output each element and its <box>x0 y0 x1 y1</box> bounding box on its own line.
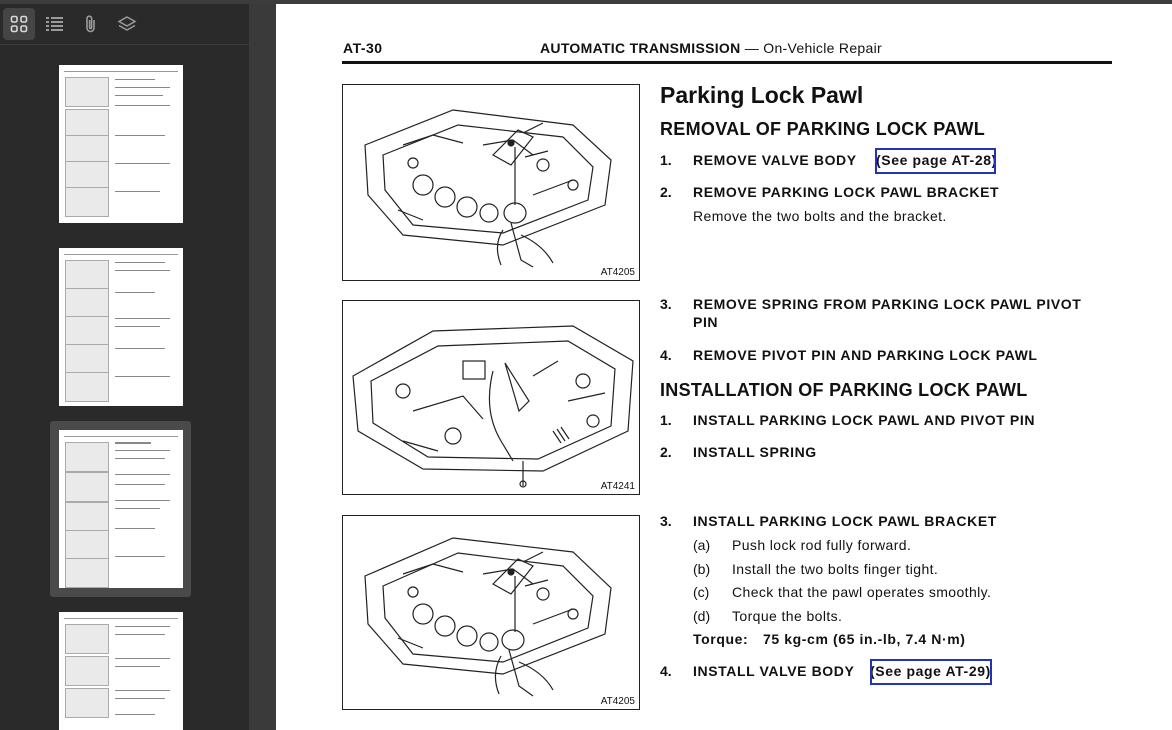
section-header <box>540 40 882 56</box>
attachments-icon <box>82 14 100 34</box>
removal-step-2-detail: Remove the two bolts and the bracket. <box>693 208 947 224</box>
header-title: AUTOMATIC TRANSMISSION <box>540 40 741 56</box>
thumbnail-page <box>59 430 183 588</box>
header-dash: — <box>744 40 760 56</box>
removal-step-4: REMOVE PIVOT PIN AND PARKING LOCK PAWL <box>693 347 1038 363</box>
see-page-at28-link[interactable]: (See page AT-28) <box>876 152 997 168</box>
thumbnail-page <box>59 612 183 730</box>
header-subtitle: On-Vehicle Repair <box>763 40 882 56</box>
layers-view-button[interactable] <box>111 8 143 40</box>
document-page <box>276 4 1172 730</box>
removal-step-1: REMOVE VALVE BODY <box>693 152 857 168</box>
installation-heading: INSTALLATION OF PARKING LOCK PAWL <box>660 380 1028 400</box>
torque-label: Torque: <box>693 631 749 647</box>
substep-b-text: Install the two bolts finger tight. <box>732 561 939 577</box>
thumbnails-view-button[interactable] <box>3 8 35 40</box>
removal-step-1-number: 1. <box>660 152 672 168</box>
install-step-3-number: 3. <box>660 513 672 529</box>
thumbnail-page <box>59 248 183 406</box>
link-annotation-box[interactable] <box>875 148 996 174</box>
install-step-4-number: 4. <box>660 663 672 679</box>
figure-code: AT4241 <box>600 481 635 492</box>
outline-icon <box>45 15 65 33</box>
removal-step-3-number: 3. <box>660 296 672 312</box>
sidebar-toolbar <box>0 4 249 45</box>
thumbnail-sidebar <box>0 4 249 730</box>
outline-view-button[interactable] <box>39 8 71 40</box>
install-step-2-number: 2. <box>660 444 672 460</box>
attachments-view-button[interactable] <box>75 8 107 40</box>
substep-c-text: Check that the pawl operates smoothly. <box>732 584 992 600</box>
page-title: Parking Lock Pawl <box>660 82 864 108</box>
install-step-2: INSTALL SPRING <box>693 444 817 460</box>
install-step-1: INSTALL PARKING LOCK PAWL AND PIVOT PIN <box>693 412 1036 428</box>
sidebar-resize-gutter[interactable] <box>249 4 276 730</box>
figure-1 <box>342 84 640 281</box>
page-thumbnail-29[interactable] <box>58 65 184 225</box>
removal-heading: REMOVAL OF PARKING LOCK PAWL <box>660 119 986 139</box>
figure-3 <box>342 515 640 710</box>
transmission-illustration <box>343 85 639 280</box>
transmission-illustration <box>343 301 639 494</box>
substep-c-label: (c) <box>693 584 710 600</box>
removal-step-3: REMOVE SPRING FROM PARKING LOCK PAWL PIVOT <box>693 296 1082 312</box>
page-number-header: AT-30 <box>343 40 383 56</box>
thumbnails-icon <box>10 15 28 33</box>
thumbnail-page <box>59 65 183 223</box>
removal-step-3-cont: PIN <box>693 314 719 330</box>
page-thumbnail-30-selected[interactable] <box>50 421 191 597</box>
figure-code: AT4205 <box>600 696 635 707</box>
substep-d-text: Torque the bolts. <box>732 608 843 624</box>
removal-step-2: REMOVE PARKING LOCK PAWL BRACKET <box>693 184 1000 200</box>
install-step-1-number: 1. <box>660 412 672 428</box>
transmission-illustration <box>343 516 639 709</box>
page-thumbnail-30a[interactable] <box>58 248 184 408</box>
removal-step-2-number: 2. <box>660 184 672 200</box>
layers-icon <box>117 15 137 33</box>
substep-a-text: Push lock rod fully forward. <box>732 537 912 553</box>
figure-code: AT4205 <box>600 267 635 278</box>
substep-b-label: (b) <box>693 561 711 577</box>
substep-a-label: (a) <box>693 537 711 553</box>
header-rule <box>342 61 1112 64</box>
removal-step-4-number: 4. <box>660 347 672 363</box>
substep-d-label: (d) <box>693 608 711 624</box>
link-annotation-box[interactable] <box>870 659 992 685</box>
torque-value: 75 kg-cm (65 in.-lb, 7.4 N·m) <box>763 631 966 647</box>
install-step-4: INSTALL VALVE BODY <box>693 663 855 679</box>
install-step-3: INSTALL PARKING LOCK PAWL BRACKET <box>693 513 997 529</box>
figure-2 <box>342 300 640 495</box>
see-page-at29-link[interactable]: (See page AT-29) <box>870 663 991 679</box>
page-thumbnail-31[interactable] <box>58 612 184 730</box>
